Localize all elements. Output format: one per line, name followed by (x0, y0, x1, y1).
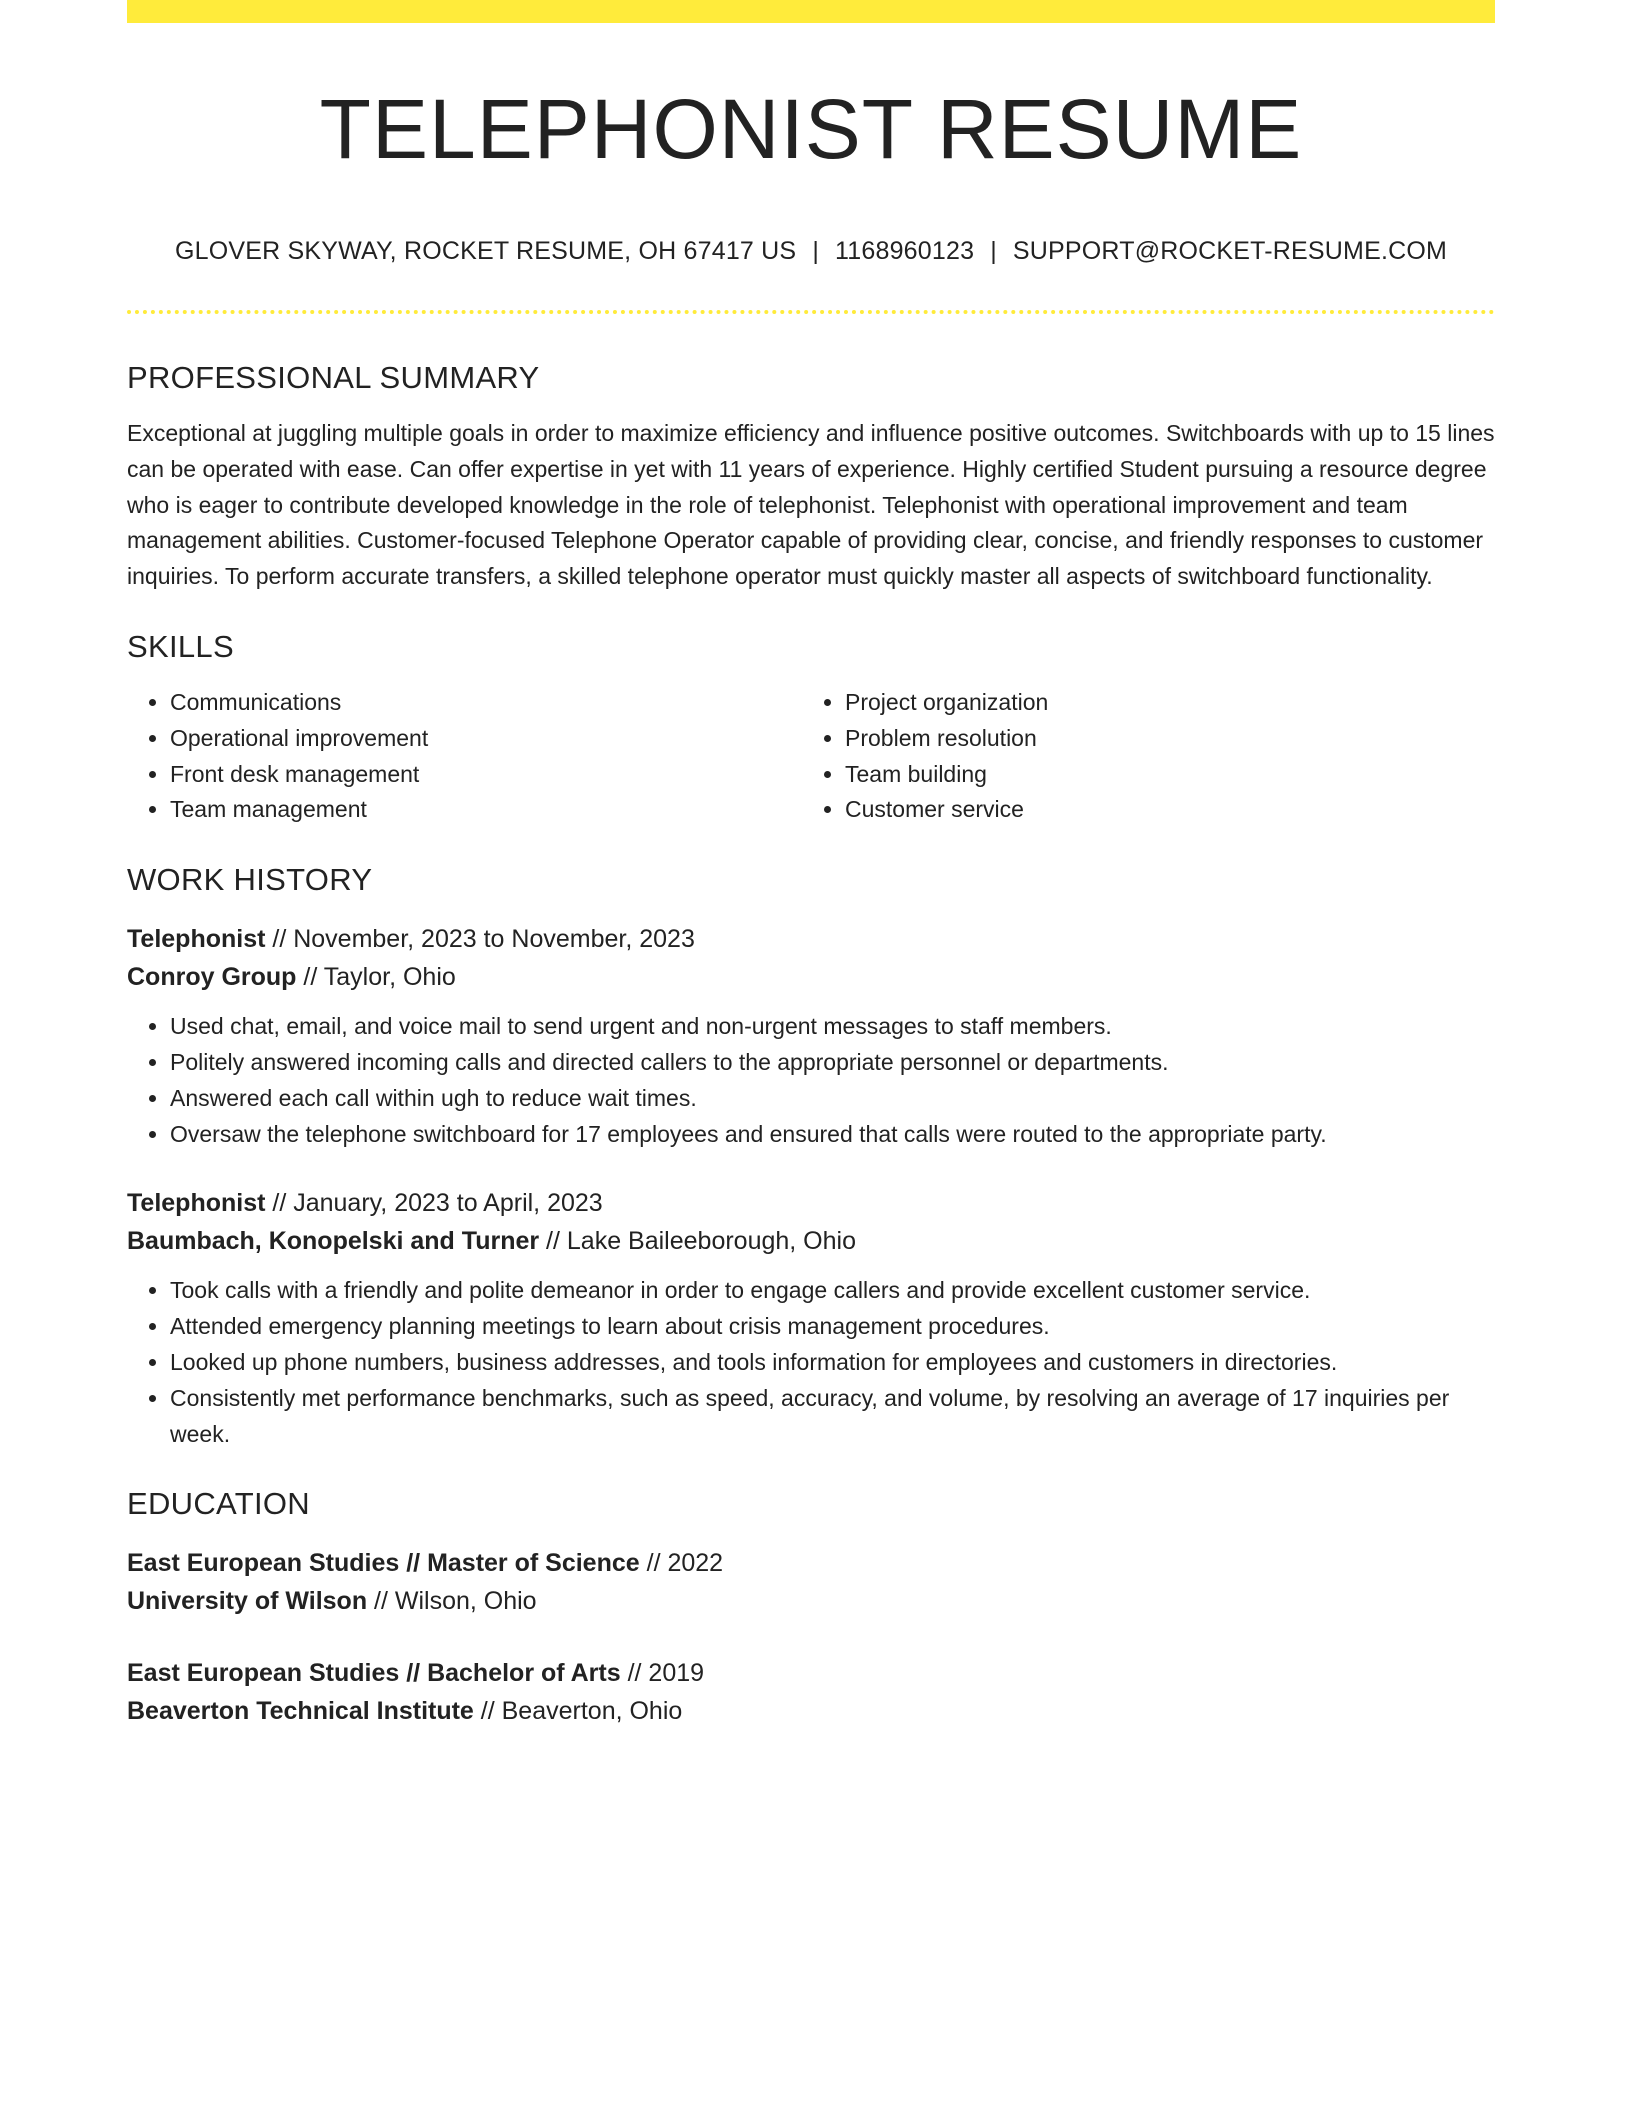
education-year: // 2019 (620, 1659, 705, 1688)
contact-separator: | (990, 237, 997, 265)
job-entry (127, 1184, 1495, 1452)
job-bullet: • Used chat, email, and voice mail to send urgent and non-urgent messages to staff members. (170, 1009, 1495, 1045)
contact-email: SUPPORT@ROCKET-RESUME.COM (1012, 237, 1448, 265)
education-school-line (127, 1692, 1495, 1730)
skill-item: • Communications (170, 685, 802, 721)
skill-item: • Operational improvement (170, 721, 802, 757)
summary-heading: PROFESSIONAL SUMMARY (127, 360, 540, 395)
education-entry (127, 1654, 1495, 1730)
job-entry (127, 920, 1495, 1152)
job-dates: // January, 2023 to April, 2023 (265, 1189, 603, 1218)
education-school: University of Wilson (127, 1587, 368, 1616)
page-title: TELEPHONIST RESUME (319, 82, 1303, 176)
job-bullet: • Politely answered incoming calls and directed callers to the appropriate personnel or departments. (170, 1045, 1495, 1081)
job-bullet: • Looked up phone numbers, business addresses, and tools information for employees and customers in directories. (170, 1345, 1495, 1381)
resume-page (127, 0, 1495, 1730)
job-dates: // November, 2023 to November, 2023 (265, 925, 695, 954)
skills-column-right (802, 685, 1477, 828)
education-location: // Wilson, Ohio (367, 1587, 537, 1616)
job-company-line (127, 1222, 1495, 1260)
education-school-line (127, 1582, 1495, 1620)
contact-line (127, 234, 1495, 268)
education-school: Beaverton Technical Institute (127, 1697, 474, 1726)
job-title-line (127, 920, 1495, 958)
education-heading: EDUCATION (127, 1486, 310, 1522)
contact-separator: | (812, 237, 820, 265)
education-degree: East European Studies // Bachelor of Arts (127, 1659, 621, 1688)
skills-heading: SKILLS (127, 628, 234, 664)
skill-item: • Team management (170, 792, 802, 828)
job-bullet: • Consistently met performance benchmarks, such as speed, accuracy, and volume, by resolving an average of 17 inquiries per week. (170, 1381, 1495, 1453)
top-accent-bar (127, 0, 1495, 23)
skill-item: • Front desk management (170, 757, 802, 793)
job-bullets (127, 1273, 1495, 1452)
work-history-heading: WORK HISTORY (127, 862, 373, 898)
summary-text: Exceptional at juggling multiple goals in order to maximize efficiency and influence positive outcomes. Switchboards with up to 15 lines can be operated with ease. Can offer expertise in yet with 11 years of experience. Highly certified Student pursuing a resource degree who is eager to contribute developed knowledge in the role of telephonist. Telephonist with operational improvement and team management abilities. Customer-focused Telephone Operator capable of providing clear, concise, and friendly responses to customer inquiries. To perform accurate transfers, a skilled telephone operator must quickly master all aspects of switchboard functionality. (127, 420, 1495, 590)
skill-item: • Customer service (845, 792, 1477, 828)
job-company: Baumbach, Konopelski and Turner (127, 1227, 540, 1256)
job-location: // Lake Baileeborough, Ohio (539, 1227, 856, 1256)
job-title-line (127, 1184, 1495, 1222)
skills-list (127, 685, 1495, 828)
skill-item: • Team building (845, 757, 1477, 793)
job-company: Conroy Group (127, 963, 297, 992)
job-title: Telephonist (127, 1189, 266, 1218)
job-title: Telephonist (127, 925, 266, 954)
skill-item: • Project organization (845, 685, 1477, 721)
skill-item: • Problem resolution (845, 721, 1477, 757)
job-bullets (127, 1009, 1495, 1152)
job-bullet: • Took calls with a friendly and polite demeanor in order to engage callers and provide excellent customer service. (170, 1273, 1495, 1309)
job-bullet: • Answered each call within ugh to reduce wait times. (170, 1081, 1495, 1117)
skills-column-left (127, 685, 802, 828)
education-entry (127, 1544, 1495, 1620)
education-degree: East European Studies // Master of Science (127, 1549, 640, 1578)
contact-phone: 1168960123 (835, 237, 975, 265)
job-location: // Taylor, Ohio (296, 963, 456, 992)
education-location: // Beaverton, Ohio (473, 1697, 683, 1726)
job-bullet: • Oversaw the telephone switchboard for 17 employees and ensured that calls were routed to the appropriate party. (170, 1117, 1495, 1153)
education-degree-line (127, 1544, 1495, 1582)
education-year: // 2022 (639, 1549, 724, 1578)
job-bullet: • Attended emergency planning meetings to learn about crisis management procedures. (170, 1309, 1495, 1345)
education-degree-line (127, 1654, 1495, 1692)
contact-address: GLOVER SKYWAY, ROCKET RESUME, OH 67417 US (174, 237, 797, 265)
job-company-line (127, 958, 1495, 996)
dotted-divider (127, 310, 1495, 314)
